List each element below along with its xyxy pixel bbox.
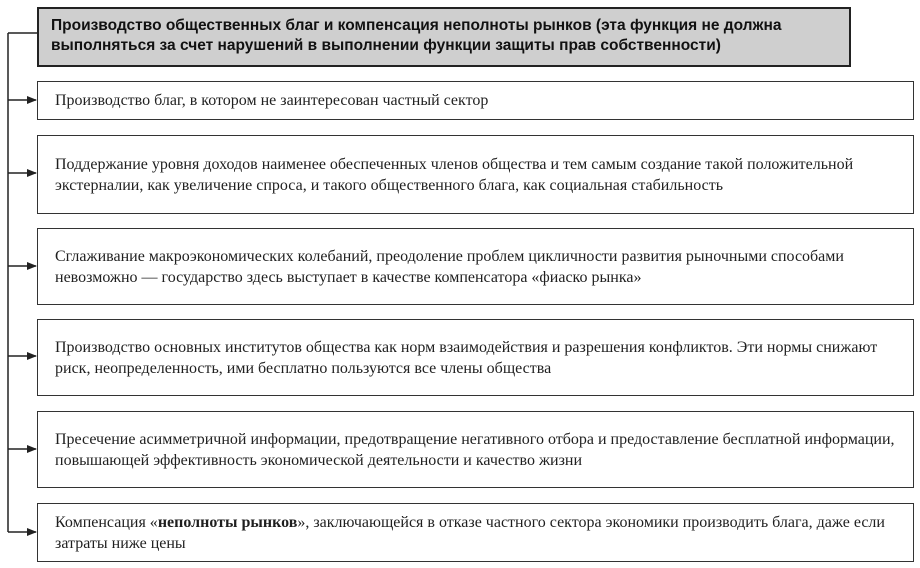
header-box [37,7,851,67]
item-text-6 [55,512,901,554]
item-text-6-after: », заключающейся в отказе частного сектора экономики производить блага, даже если затраты ниже цены [55,513,885,552]
item-box-5 [37,411,914,488]
header-text: Производство общественных благ и компенсация неполноты рынков (эта функция не должна выполняться за счет нарушений в выполнении функции защиты прав собственности) [51,17,782,54]
item-text-2: Поддержание уровня доходов наименее обеспеченных членов общества и тем самым создание такой положительной экстерналии, как увеличение спроса, и такого общественного блага, как социальная стабильность [55,155,854,194]
item-text-6-before: Компенсация « [55,513,158,531]
item-box-2 [37,135,914,214]
item-box-4 [37,319,914,396]
item-text-6-bold: неполноты рынков [157,513,298,531]
item-text-3: Сглаживание макроэкономических колебаний, преодоление проблем цикличности развития рыночными способами невозможно — государство здесь выступает в качестве компенсатора «фиаско рынка» [55,247,844,286]
item-box-1 [37,81,914,120]
item-box-3 [37,228,914,305]
item-box-6 [37,503,914,562]
item-text-1: Производство благ, в котором не заинтересован частный сектор [55,92,489,109]
item-text-5: Пресечение асимметричной информации, предотвращение негативного отбора и предоставление бесплатной информации, повышающей эффективность экономической деятельности и качество жизни [55,430,895,469]
item-text-4: Производство основных институтов общества как норм взаимодействия и разрешения конфликтов. Эти нормы снижают риск, неопределенность, ими бесплатно пользуются все члены общества [55,338,878,377]
